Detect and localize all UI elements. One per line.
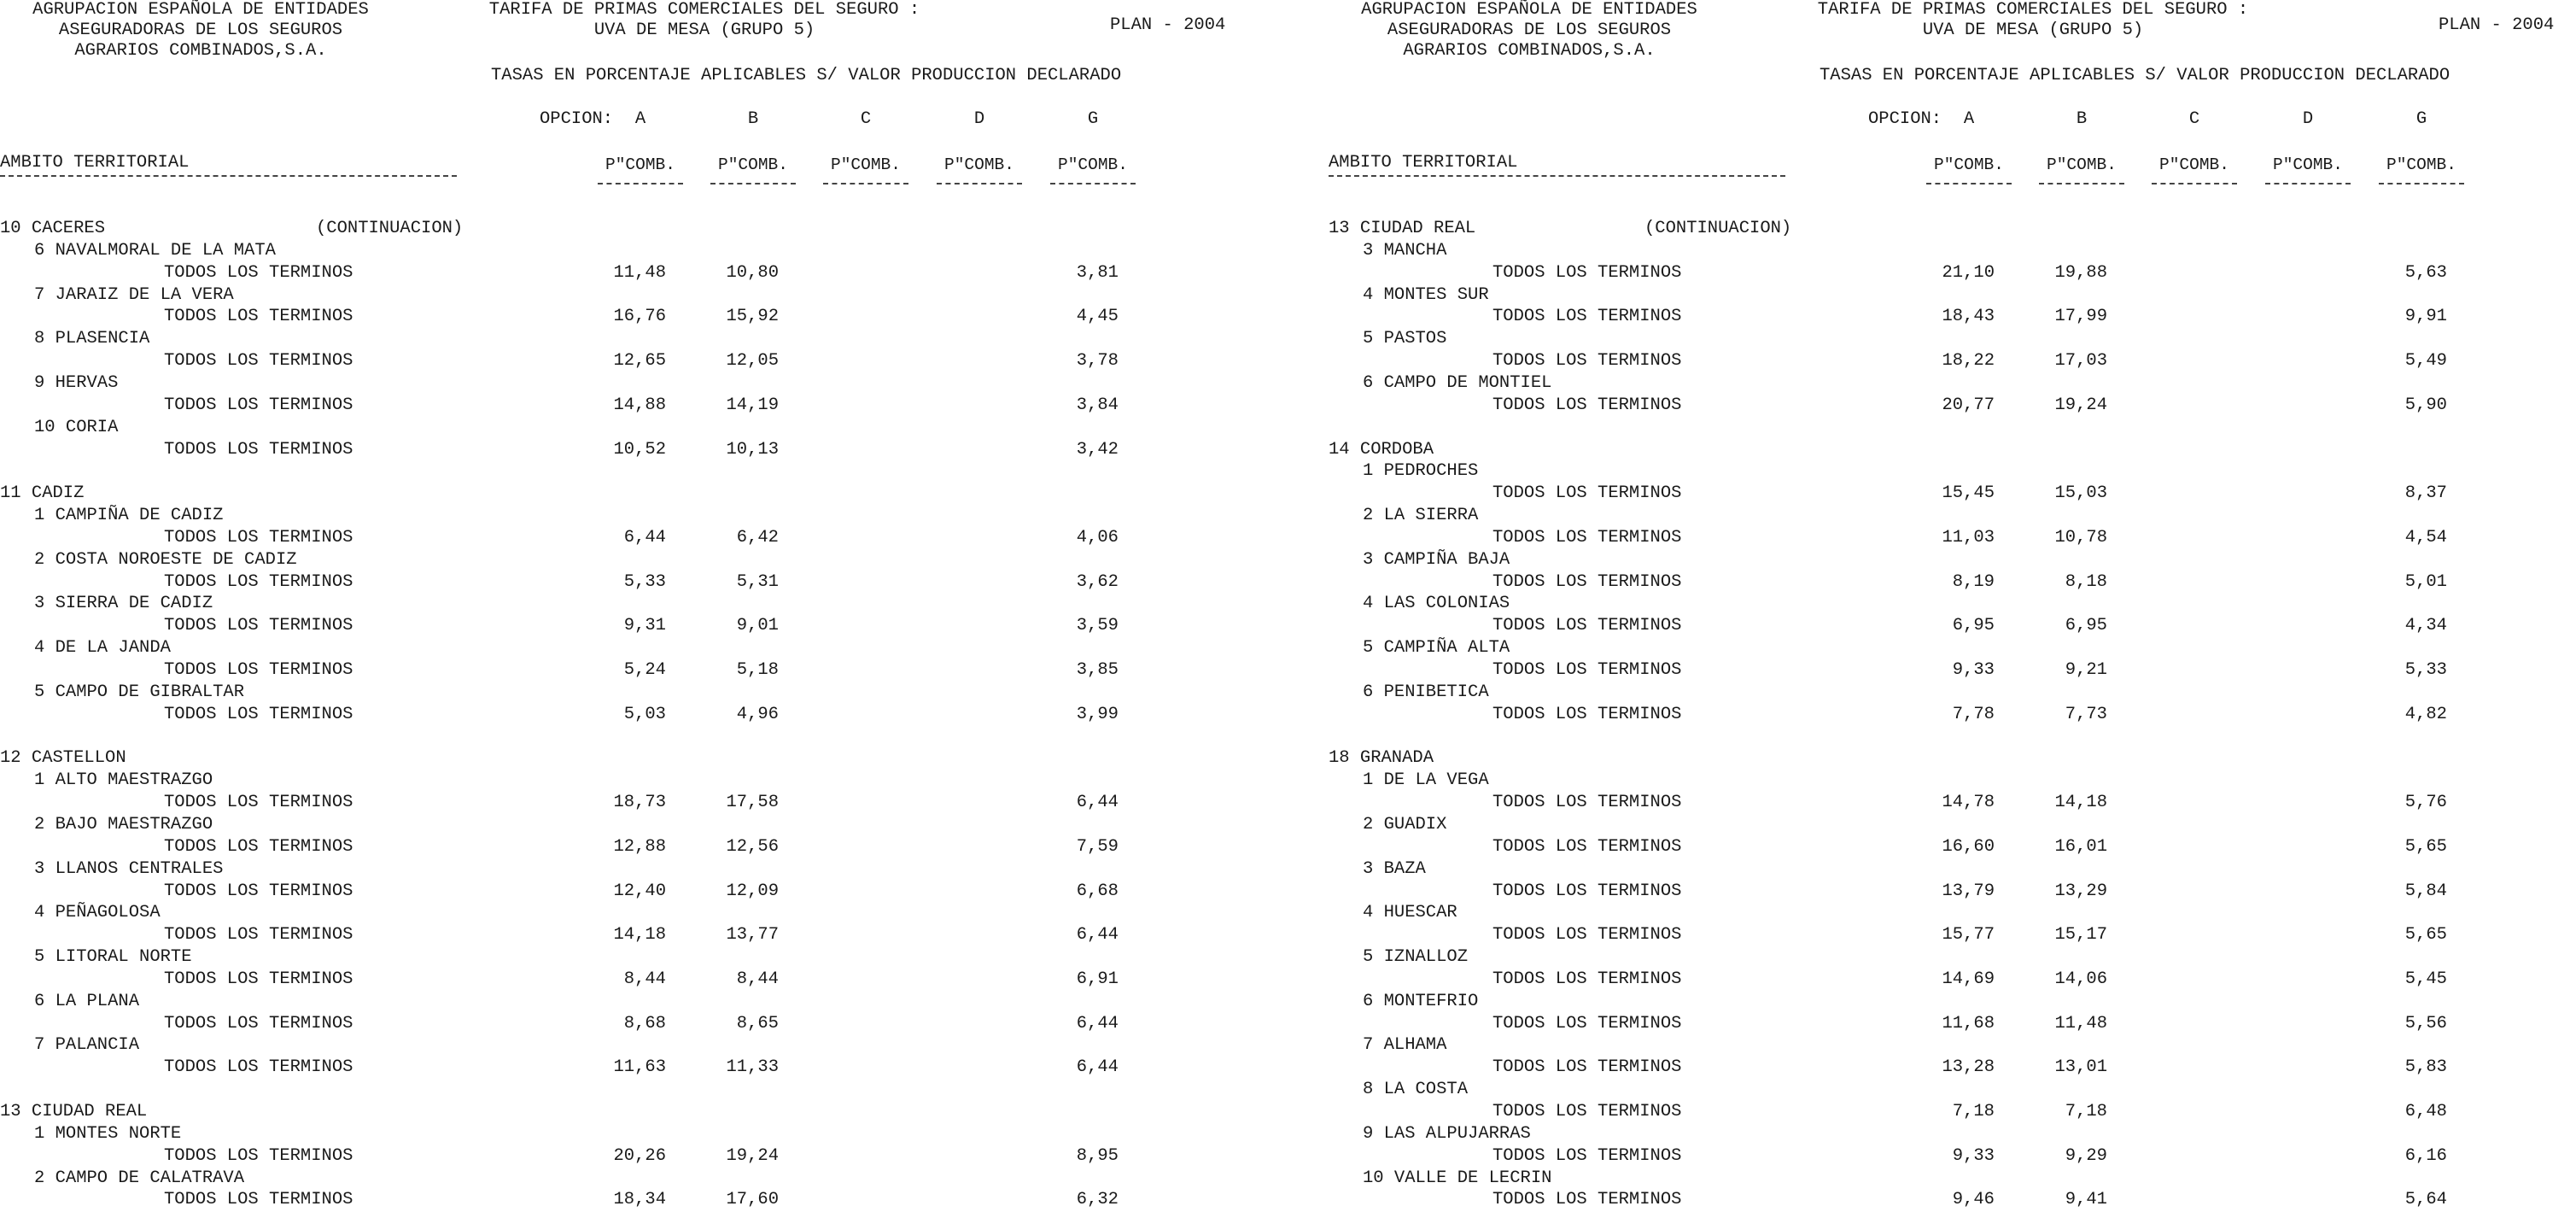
rate-value-a: 5,03: [623, 704, 666, 724]
all-terms-label: TODOS LOS TERMINOS: [164, 616, 353, 636]
all-terms-label: TODOS LOS TERMINOS: [164, 793, 353, 813]
district-name: 5 CAMPO DE GIBRALTAR: [34, 682, 245, 702]
rate-value-b: 16,01: [2054, 836, 2107, 857]
rate-value-g: 3,84: [1076, 395, 1119, 415]
rate-value-a: 16,76: [613, 307, 666, 327]
district-name: 6 LA PLANA: [34, 991, 140, 1011]
rate-value-a: 18,43: [1942, 307, 1995, 327]
district-name: 1 CAMPIÑA DE CADIZ: [34, 506, 224, 526]
company-name-line: AGRARIOS COMBINADOS,S.A.: [74, 41, 327, 61]
rate-value-a: 18,73: [613, 793, 666, 813]
all-terms-label: TODOS LOS TERMINOS: [164, 262, 353, 283]
rate-value-g: 3,81: [1076, 262, 1119, 283]
all-terms-label: TODOS LOS TERMINOS: [1492, 351, 1682, 372]
rate-value-a: 8,44: [623, 969, 666, 989]
district-name: 4 DE LA JANDA: [34, 638, 171, 659]
all-terms-label: TODOS LOS TERMINOS: [164, 925, 353, 946]
rate-value-a: 13,28: [1942, 1057, 1995, 1078]
tariff-title: [478, 0, 931, 41]
rate-value-g: 6,91: [1076, 969, 1119, 989]
district-name: 7 JARAIZ DE LA VERA: [34, 284, 234, 305]
rate-value-g: 5,65: [2404, 925, 2447, 946]
column-divider: [2039, 183, 2124, 184]
all-terms-label: TODOS LOS TERMINOS: [1492, 1190, 1682, 1210]
district-name: 10 CORIA: [34, 417, 119, 437]
tariff-title: [1807, 0, 2259, 41]
option-d: D: [2302, 109, 2314, 129]
province-name: 18 GRANADA: [1329, 748, 1434, 769]
rate-value-b: 13,77: [726, 925, 779, 946]
rate-value-b: 12,09: [726, 881, 779, 901]
rate-value-b: 5,31: [736, 571, 779, 592]
rate-value-b: 11,48: [2054, 1013, 2107, 1033]
district-name: 5 LITORAL NORTE: [34, 947, 192, 968]
rate-value-a: 11,63: [613, 1057, 666, 1078]
company-name-line: AGRUPACION ESPAÑOLA DE ENTIDADES: [1361, 0, 1697, 20]
district-name: 2 CAMPO DE CALATRAVA: [34, 1168, 245, 1188]
rate-value-g: 3,85: [1076, 660, 1119, 680]
rate-value-g: 6,44: [1076, 925, 1119, 946]
rate-value-a: 20,77: [1942, 395, 1995, 415]
all-terms-label: TODOS LOS TERMINOS: [1492, 836, 1682, 857]
district-name: 3 MANCHA: [1363, 240, 1447, 261]
plan-year: PLAN - 2004: [2439, 15, 2555, 35]
company-name-line: ASEGURADORAS DE LOS SEGUROS: [58, 20, 343, 40]
rate-value-g: 3,62: [1076, 571, 1119, 592]
district-name: 6 NAVALMORAL DE LA MATA: [34, 240, 276, 261]
rate-value-g: 5,83: [2404, 1057, 2447, 1078]
option-d: D: [973, 109, 985, 129]
all-terms-label: TODOS LOS TERMINOS: [1492, 925, 1682, 946]
all-terms-label: TODOS LOS TERMINOS: [1492, 571, 1682, 592]
rate-value-g: 6,32: [1076, 1190, 1119, 1210]
option-g: G: [2415, 109, 2427, 129]
district-name: 3 BAZA: [1363, 858, 1426, 879]
rate-value-a: 9,33: [1952, 1145, 1995, 1166]
column-header: P"COMB.: [1058, 155, 1128, 174]
company-name: [1329, 0, 1730, 61]
rate-value-g: 5,01: [2404, 571, 2447, 592]
column-header: P"COMB.: [1934, 155, 2004, 174]
rate-value-b: 15,17: [2054, 925, 2107, 946]
rate-value-a: 16,60: [1942, 836, 1995, 857]
column-divider: [2379, 183, 2464, 184]
all-terms-label: TODOS LOS TERMINOS: [1492, 881, 1682, 901]
rate-value-b: 9,01: [736, 616, 779, 636]
rate-value-b: 11,33: [726, 1057, 779, 1078]
rate-value-b: 13,29: [2054, 881, 2107, 901]
all-terms-label: TODOS LOS TERMINOS: [1492, 395, 1682, 415]
tariff-title-line: TARIFA DE PRIMAS COMERCIALES DEL SEGURO :: [488, 0, 920, 20]
province-name: 14 CORDOBA: [1329, 439, 1434, 460]
district-name: 5 IZNALLOZ: [1363, 947, 1469, 968]
option-g: G: [1087, 109, 1099, 129]
rate-value-a: 18,22: [1942, 351, 1995, 372]
rate-value-g: 3,42: [1076, 439, 1119, 460]
rate-value-b: 15,92: [726, 307, 779, 327]
district-name: 5 PASTOS: [1363, 329, 1447, 349]
rate-value-a: 15,45: [1942, 483, 1995, 504]
rate-value-a: 9,46: [1952, 1190, 1995, 1210]
rate-value-g: 5,49: [2404, 351, 2447, 372]
rate-value-b: 19,24: [2054, 395, 2107, 415]
district-name: 2 LA SIERRA: [1363, 506, 1479, 526]
district-name: 7 PALANCIA: [34, 1035, 140, 1056]
rate-value-b: 9,41: [2065, 1190, 2107, 1210]
company-name: [0, 0, 401, 61]
all-terms-label: TODOS LOS TERMINOS: [164, 660, 353, 680]
all-terms-label: TODOS LOS TERMINOS: [1492, 660, 1682, 680]
rate-value-g: 4,45: [1076, 307, 1119, 327]
rate-value-g: 4,54: [2404, 527, 2447, 547]
rate-value-b: 6,95: [2065, 616, 2107, 636]
column-header: P"COMB.: [718, 155, 788, 174]
rate-value-g: 3,59: [1076, 616, 1119, 636]
column-divider: [937, 183, 1022, 184]
rate-value-b: 8,65: [736, 1013, 779, 1033]
tariff-title-line: TARIFA DE PRIMAS COMERCIALES DEL SEGURO :: [1817, 0, 2249, 20]
province-name: 10 CACERES: [0, 219, 106, 238]
rate-value-a: 11,03: [1942, 527, 1995, 547]
column-divider: [2152, 183, 2237, 184]
column-header: P"COMB.: [605, 155, 675, 174]
all-terms-label: TODOS LOS TERMINOS: [1492, 1145, 1682, 1166]
column-header: P"COMB.: [944, 155, 1014, 174]
all-terms-label: TODOS LOS TERMINOS: [1492, 969, 1682, 989]
column-divider: [823, 183, 908, 184]
province-name: 13 CIUDAD REAL: [1329, 219, 1476, 238]
rate-value-a: 7,78: [1952, 704, 1995, 724]
column-header: P"COMB.: [2386, 155, 2456, 174]
column-header: P"COMB.: [2047, 155, 2117, 174]
rate-value-g: 9,91: [2404, 307, 2447, 327]
district-name: 1 PEDROCHES: [1363, 461, 1479, 482]
company-name-line: ASEGURADORAS DE LOS SEGUROS: [1387, 20, 1672, 40]
continuation-label: (CONTINUACION): [316, 219, 464, 238]
all-terms-label: TODOS LOS TERMINOS: [1492, 793, 1682, 813]
district-name: 9 LAS ALPUJARRAS: [1363, 1123, 1531, 1144]
rate-value-b: 15,03: [2054, 483, 2107, 504]
rate-value-b: 7,73: [2065, 704, 2107, 724]
column-divider: [1926, 183, 2012, 184]
rate-value-b: 12,05: [726, 351, 779, 372]
territory-header: AMBITO TERRITORIAL: [1329, 153, 1518, 173]
rate-value-g: 3,99: [1076, 704, 1119, 724]
tariff-title-line: UVA DE MESA (GRUPO 5): [593, 20, 815, 40]
rates-subtitle: TASAS EN PORCENTAJE APLICABLES S/ VALOR PRODUCCION DECLARADO: [1820, 66, 2450, 85]
all-terms-label: TODOS LOS TERMINOS: [164, 1190, 353, 1210]
rate-value-b: 10,80: [726, 262, 779, 283]
rate-value-b: 5,18: [736, 660, 779, 680]
rate-value-g: 8,37: [2404, 483, 2447, 504]
rate-value-g: 3,78: [1076, 351, 1119, 372]
all-terms-label: TODOS LOS TERMINOS: [1492, 616, 1682, 636]
rate-value-a: 7,18: [1952, 1102, 1995, 1121]
all-terms-label: TODOS LOS TERMINOS: [1492, 1057, 1682, 1078]
territory-header: AMBITO TERRITORIAL: [0, 153, 190, 173]
tariff-title-line: UVA DE MESA (GRUPO 5): [1922, 20, 2144, 40]
option-b: B: [2076, 109, 2088, 129]
page-right: [1329, 0, 2576, 1212]
all-terms-label: TODOS LOS TERMINOS: [164, 527, 353, 547]
rate-value-g: 6,16: [2404, 1145, 2447, 1166]
rate-value-a: 5,24: [623, 660, 666, 680]
rate-value-a: 15,77: [1942, 925, 1995, 946]
province-name: 11 CADIZ: [0, 483, 85, 504]
rate-value-a: 8,68: [623, 1013, 666, 1033]
district-name: 1 MONTES NORTE: [34, 1123, 182, 1144]
all-terms-label: TODOS LOS TERMINOS: [1492, 1013, 1682, 1033]
rate-value-a: 18,34: [613, 1190, 666, 1210]
column-header: P"COMB.: [2273, 155, 2343, 174]
district-name: 6 CAMPO DE MONTIEL: [1363, 372, 1552, 393]
rate-value-a: 14,78: [1942, 793, 1995, 813]
option-a: A: [634, 109, 646, 129]
rate-value-b: 12,56: [726, 836, 779, 857]
all-terms-label: TODOS LOS TERMINOS: [164, 836, 353, 857]
column-header: P"COMB.: [831, 155, 901, 174]
district-name: 6 MONTEFRIO: [1363, 991, 1479, 1011]
column-header: P"COMB.: [2159, 155, 2229, 174]
rate-value-a: 14,69: [1942, 969, 1995, 989]
company-name-line: AGRUPACION ESPAÑOLA DE ENTIDADES: [32, 0, 369, 20]
rate-value-b: 17,99: [2054, 307, 2107, 327]
all-terms-label: TODOS LOS TERMINOS: [164, 1013, 353, 1033]
rate-value-g: 5,90: [2404, 395, 2447, 415]
district-name: 3 LLANOS CENTRALES: [34, 858, 224, 879]
rate-value-a: 20,26: [613, 1145, 666, 1166]
rate-value-b: 14,06: [2054, 969, 2107, 989]
rate-value-a: 9,31: [623, 616, 666, 636]
option-label: OPCION:: [1868, 109, 1942, 129]
all-terms-label: TODOS LOS TERMINOS: [164, 571, 353, 592]
rate-value-g: 5,65: [2404, 836, 2447, 857]
district-name: 8 LA COSTA: [1363, 1080, 1469, 1100]
rate-value-a: 13,79: [1942, 881, 1995, 901]
option-label: OPCION:: [540, 109, 614, 129]
rate-value-b: 10,78: [2054, 527, 2107, 547]
plan-year: PLAN - 2004: [1110, 15, 1226, 35]
district-name: 7 ALHAMA: [1363, 1035, 1447, 1056]
rate-value-b: 17,58: [726, 793, 779, 813]
rate-value-g: 5,63: [2404, 262, 2447, 283]
rate-value-g: 5,56: [2404, 1013, 2447, 1033]
column-divider: [710, 183, 796, 184]
all-terms-label: TODOS LOS TERMINOS: [164, 969, 353, 989]
district-name: 9 HERVAS: [34, 372, 119, 393]
rate-value-b: 17,60: [726, 1190, 779, 1210]
district-name: 6 PENIBETICA: [1363, 682, 1489, 702]
rate-value-b: 19,24: [726, 1145, 779, 1166]
rate-value-g: 5,33: [2404, 660, 2447, 680]
rate-value-a: 21,10: [1942, 262, 1995, 283]
rate-value-a: 11,48: [613, 262, 666, 283]
rate-value-a: 8,19: [1952, 571, 1995, 592]
rate-value-a: 14,18: [613, 925, 666, 946]
rate-value-b: 7,18: [2065, 1102, 2107, 1121]
district-name: 4 HUESCAR: [1363, 903, 1457, 923]
all-terms-label: TODOS LOS TERMINOS: [1492, 262, 1682, 283]
district-name: 2 GUADIX: [1363, 814, 1447, 834]
rate-value-g: 4,34: [2404, 616, 2447, 636]
rate-value-g: 6,68: [1076, 881, 1119, 901]
district-name: 4 MONTES SUR: [1363, 284, 1489, 305]
rate-value-g: 5,84: [2404, 881, 2447, 901]
rate-value-g: 6,44: [1076, 793, 1119, 813]
all-terms-label: TODOS LOS TERMINOS: [164, 704, 353, 724]
district-name: 3 SIERRA DE CADIZ: [34, 594, 213, 614]
rate-value-a: 12,88: [613, 836, 666, 857]
column-divider: [1050, 183, 1136, 184]
province-name: 12 CASTELLON: [0, 748, 126, 769]
rate-value-b: 8,18: [2065, 571, 2107, 592]
all-terms-label: TODOS LOS TERMINOS: [164, 439, 353, 460]
column-divider: [598, 183, 683, 184]
option-c: C: [860, 109, 872, 129]
all-terms-label: TODOS LOS TERMINOS: [1492, 704, 1682, 724]
rate-value-g: 5,45: [2404, 969, 2447, 989]
rate-value-b: 13,01: [2054, 1057, 2107, 1078]
option-c: C: [2188, 109, 2200, 129]
territory-divider: [1329, 175, 1785, 177]
district-name: 5 CAMPIÑA ALTA: [1363, 638, 1510, 659]
all-terms-label: TODOS LOS TERMINOS: [1492, 483, 1682, 504]
rate-value-a: 5,33: [623, 571, 666, 592]
rate-value-g: 5,64: [2404, 1190, 2447, 1210]
rate-value-a: 9,33: [1952, 660, 1995, 680]
rate-value-b: 9,21: [2065, 660, 2107, 680]
rate-value-g: 7,59: [1076, 836, 1119, 857]
rate-value-a: 10,52: [613, 439, 666, 460]
province-name: 13 CIUDAD REAL: [0, 1102, 148, 1121]
all-terms-label: TODOS LOS TERMINOS: [1492, 527, 1682, 547]
all-terms-label: TODOS LOS TERMINOS: [164, 351, 353, 372]
rate-value-b: 9,29: [2065, 1145, 2107, 1166]
continuation-label: (CONTINUACION): [1644, 219, 1792, 238]
option-b: B: [747, 109, 759, 129]
rate-value-g: 4,82: [2404, 704, 2447, 724]
all-terms-label: TODOS LOS TERMINOS: [164, 1145, 353, 1166]
rates-subtitle: TASAS EN PORCENTAJE APLICABLES S/ VALOR PRODUCCION DECLARADO: [491, 66, 1122, 85]
rate-value-g: 6,48: [2404, 1102, 2447, 1121]
district-name: 1 DE LA VEGA: [1363, 770, 1489, 791]
rate-value-b: 14,18: [2054, 793, 2107, 813]
column-divider: [2265, 183, 2351, 184]
rate-value-a: 14,88: [613, 395, 666, 415]
rate-value-a: 11,68: [1942, 1013, 1995, 1033]
rate-value-b: 6,42: [736, 527, 779, 547]
rate-value-a: 6,95: [1952, 616, 1995, 636]
rate-value-g: 6,44: [1076, 1057, 1119, 1078]
company-name-line: AGRARIOS COMBINADOS,S.A.: [1403, 41, 1656, 61]
all-terms-label: TODOS LOS TERMINOS: [164, 307, 353, 327]
district-name: 8 PLASENCIA: [34, 329, 150, 349]
rate-value-g: 4,06: [1076, 527, 1119, 547]
rate-value-b: 8,44: [736, 969, 779, 989]
rate-value-b: 17,03: [2054, 351, 2107, 372]
rate-value-b: 14,19: [726, 395, 779, 415]
option-a: A: [1963, 109, 1975, 129]
district-name: 4 PEÑAGOLOSA: [34, 903, 161, 923]
all-terms-label: TODOS LOS TERMINOS: [164, 395, 353, 415]
rate-value-b: 4,96: [736, 704, 779, 724]
district-name: 1 ALTO MAESTRAZGO: [34, 770, 213, 791]
territory-divider: [0, 175, 457, 177]
page-left: [0, 0, 1285, 1212]
district-name: 10 VALLE DE LECRIN: [1363, 1168, 1552, 1188]
all-terms-label: TODOS LOS TERMINOS: [164, 1057, 353, 1078]
rate-value-a: 12,40: [613, 881, 666, 901]
district-name: 3 CAMPIÑA BAJA: [1363, 549, 1510, 570]
all-terms-label: TODOS LOS TERMINOS: [164, 881, 353, 901]
district-name: 2 BAJO MAESTRAZGO: [34, 814, 213, 834]
rate-value-g: 6,44: [1076, 1013, 1119, 1033]
district-name: 2 COSTA NOROESTE DE CADIZ: [34, 549, 297, 570]
all-terms-label: TODOS LOS TERMINOS: [1492, 1102, 1682, 1121]
all-terms-label: TODOS LOS TERMINOS: [1492, 307, 1682, 327]
rate-value-b: 19,88: [2054, 262, 2107, 283]
rate-value-g: 5,76: [2404, 793, 2447, 813]
rate-value-b: 10,13: [726, 439, 779, 460]
rate-value-a: 6,44: [623, 527, 666, 547]
rate-value-g: 8,95: [1076, 1145, 1119, 1166]
rate-value-a: 12,65: [613, 351, 666, 372]
district-name: 4 LAS COLONIAS: [1363, 594, 1510, 614]
